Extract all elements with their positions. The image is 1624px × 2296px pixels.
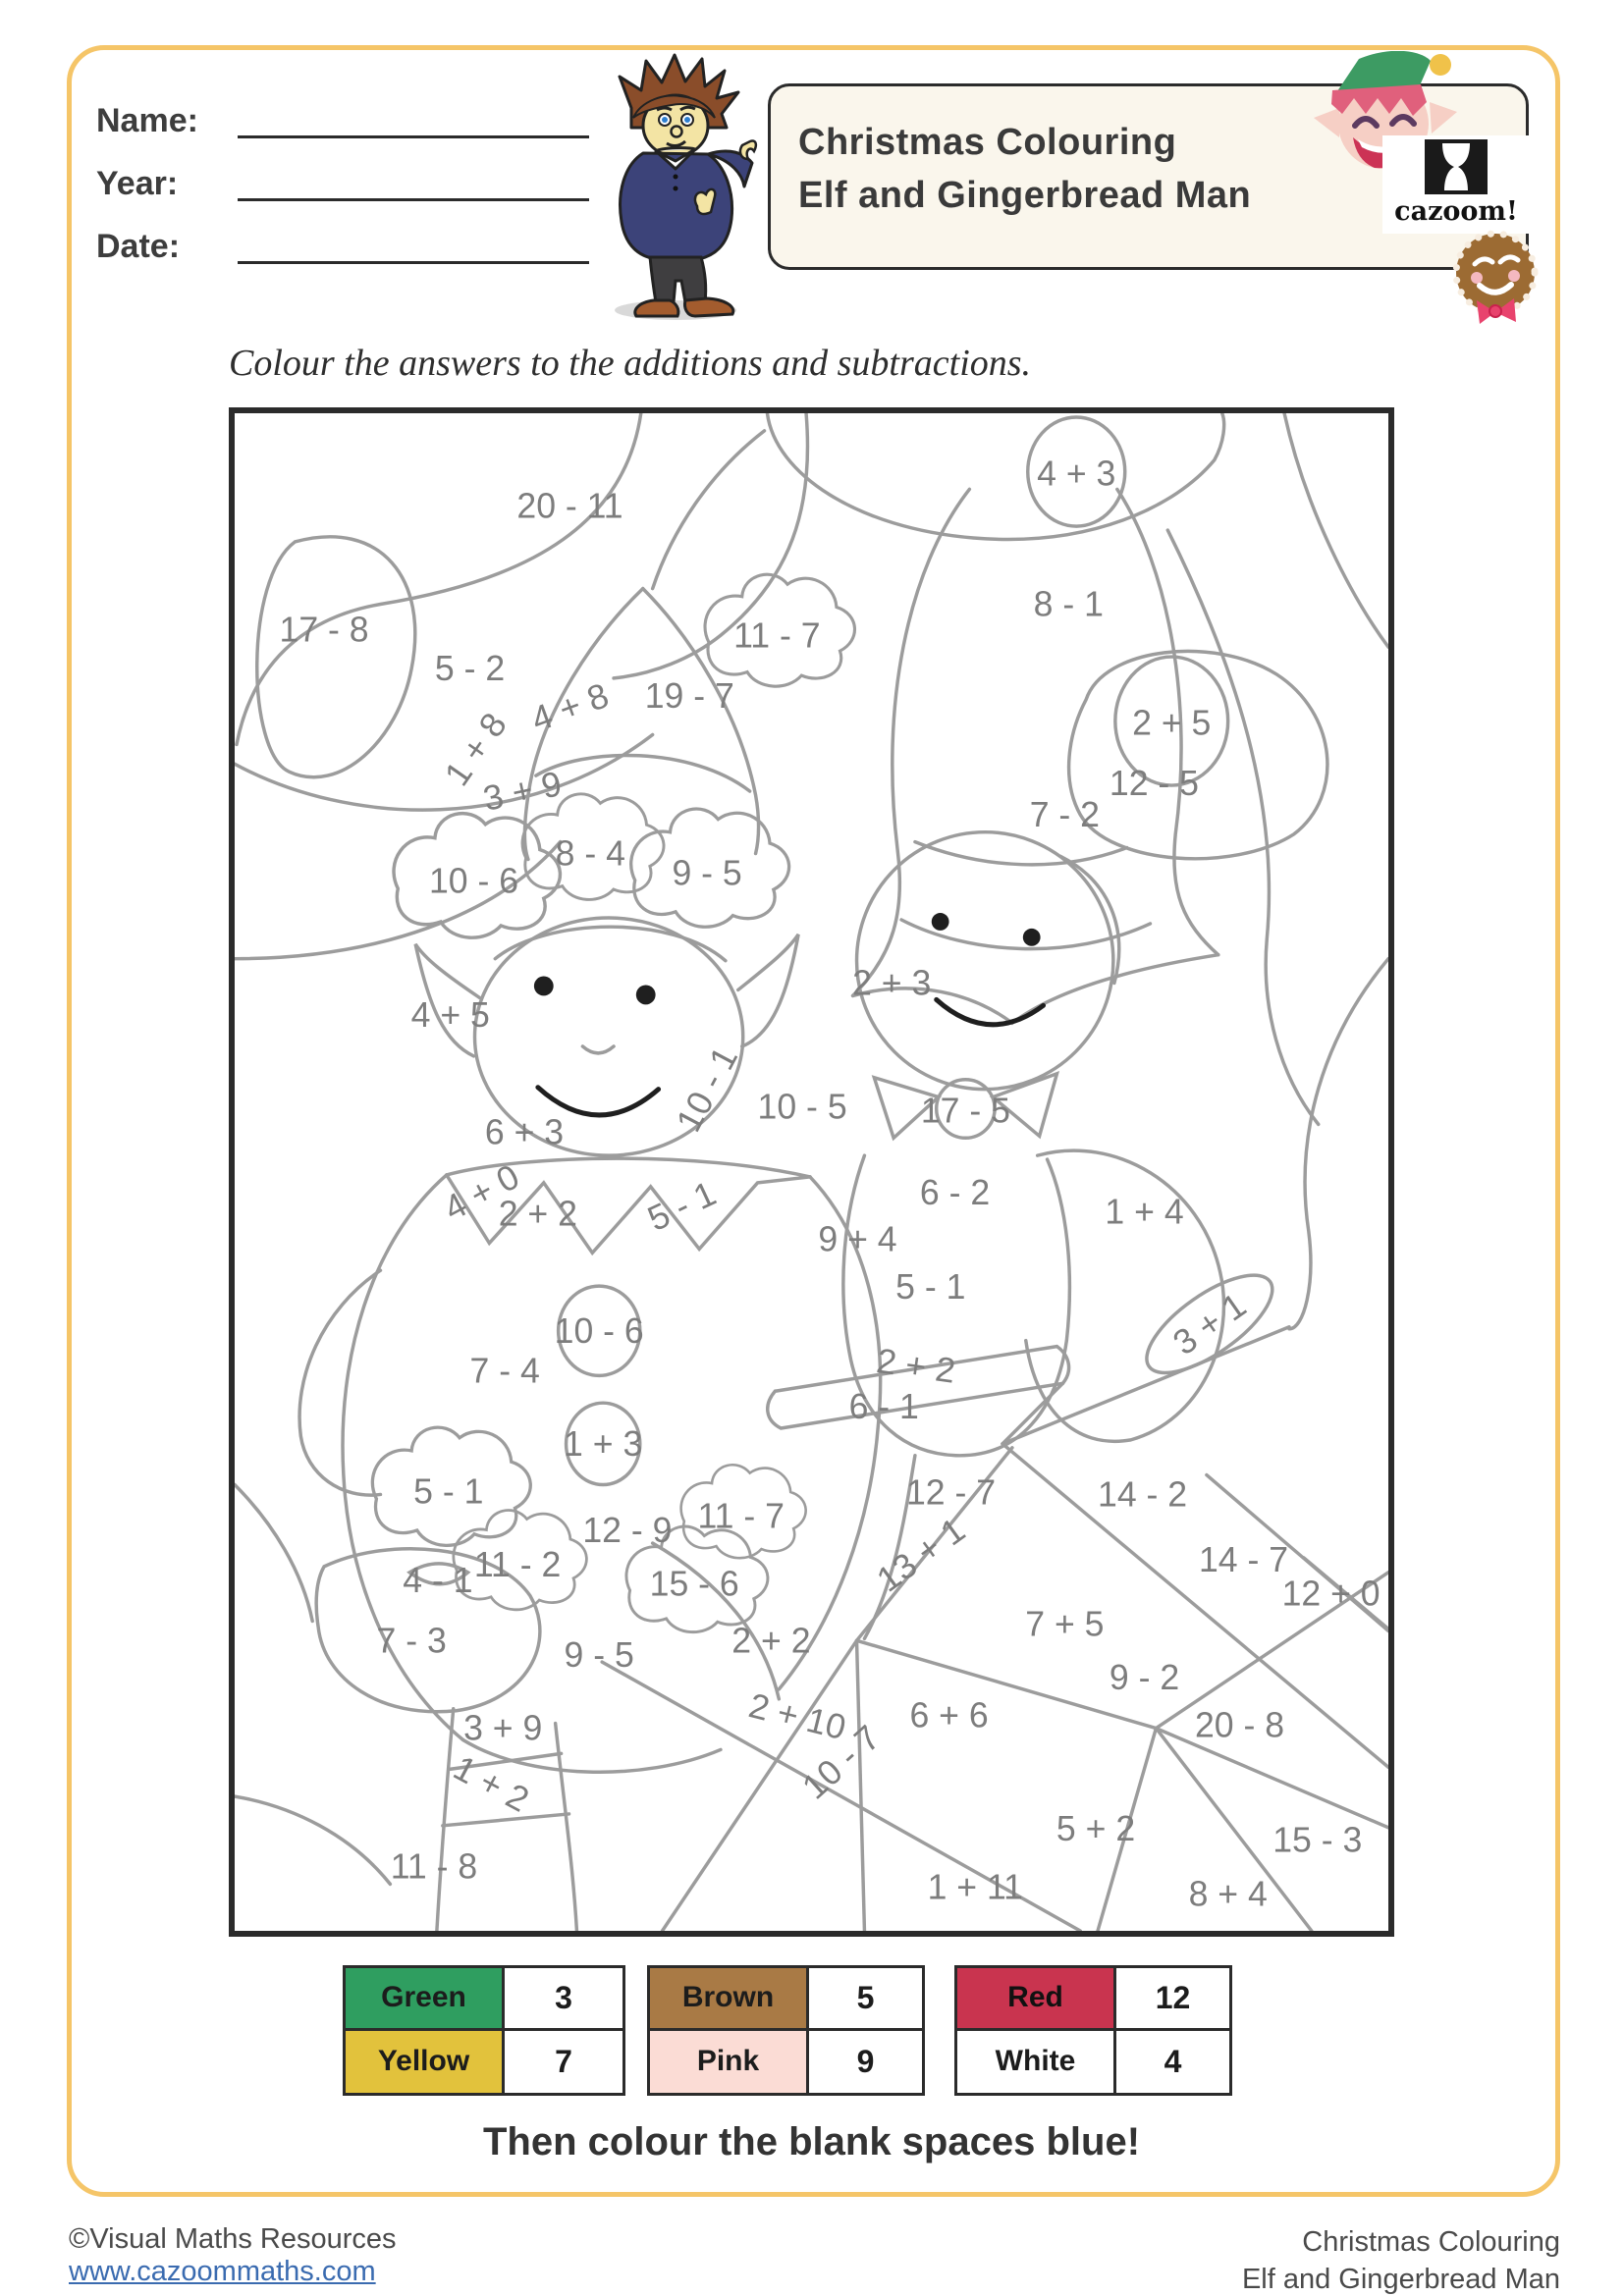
name-input-line[interactable] <box>238 135 589 138</box>
key-color-red: Red <box>957 1968 1116 2028</box>
math-expression: 4 + 3 <box>1037 454 1116 494</box>
worksheet-subtitle: Elf and Gingerbread Man <box>798 175 1252 216</box>
key-row-green <box>346 1968 623 2031</box>
website-link[interactable]: www.cazoommaths.com <box>69 2256 376 2287</box>
math-expression: 7 - 2 <box>1029 794 1101 834</box>
math-expression: 7 - 3 <box>376 1621 447 1661</box>
math-expression: 1 + 3 <box>564 1423 643 1464</box>
math-expression: 13 + 1 <box>869 1510 973 1600</box>
math-expression: 3 + 9 <box>463 1708 543 1748</box>
math-expression: 8 - 4 <box>555 833 625 874</box>
math-expression: 9 + 4 <box>818 1219 897 1259</box>
boy-thumb-up <box>740 140 756 159</box>
math-expression: 9 - 5 <box>672 853 742 893</box>
copyright-text: ©Visual Maths Resources <box>69 2223 397 2255</box>
math-expression: 2 + 10 <box>744 1685 850 1748</box>
key-color-yellow: Yellow <box>346 2031 505 2094</box>
key-row-yellow <box>346 2031 623 2094</box>
math-expression: 10 - 6 <box>428 861 519 901</box>
math-expression: 6 + 3 <box>484 1112 565 1152</box>
math-expression: 1 + 2 <box>447 1747 536 1820</box>
math-expression: 6 - 2 <box>919 1172 991 1212</box>
key-value-green: 3 <box>505 1968 623 2028</box>
kite-line-art <box>602 1327 1388 1931</box>
math-expression: 5 - 1 <box>641 1173 723 1239</box>
math-expression: 8 + 4 <box>1188 1874 1268 1914</box>
math-expression: 10 - 6 <box>554 1310 644 1351</box>
math-expression: 2 + 3 <box>852 963 932 1003</box>
math-expression: 8 - 1 <box>1033 584 1104 624</box>
name-label: Name: <box>96 102 198 139</box>
cazoom-logo <box>1382 135 1530 234</box>
math-expression: 4 + 8 <box>525 675 615 740</box>
math-expression: 11 - 7 <box>733 615 821 656</box>
math-expression: 2 + 5 <box>1132 703 1212 743</box>
math-expression: 12 + 0 <box>1281 1574 1380 1614</box>
math-expression: 3 + 1 <box>1165 1285 1254 1363</box>
key-row-brown <box>650 1968 922 2031</box>
key-row-red <box>957 1968 1229 2031</box>
math-expression: 12 - 7 <box>906 1472 997 1513</box>
cartoon-boy-illustration <box>587 49 759 322</box>
math-expression: 5 - 1 <box>895 1267 966 1308</box>
year-label: Year: <box>96 165 179 202</box>
key-table-1 <box>343 1965 625 2096</box>
expression-labels <box>280 454 1380 1913</box>
year-input-line[interactable] <box>238 198 589 201</box>
date-field-row <box>96 228 180 266</box>
cazoom-drum-icon <box>1425 139 1488 194</box>
math-expression: 4 + 5 <box>410 995 490 1036</box>
key-value-red: 12 <box>1116 1968 1229 2028</box>
math-expression: 14 - 7 <box>1198 1539 1289 1579</box>
math-expression: 20 - 8 <box>1195 1705 1285 1745</box>
math-expression: 11 - 2 <box>473 1544 562 1584</box>
math-expression: 11 - 8 <box>390 1846 478 1887</box>
footer-title: Christmas Colouring <box>1302 2226 1560 2258</box>
math-expression: 10 - 5 <box>757 1087 847 1127</box>
math-expression: 3 + 9 <box>479 764 566 819</box>
math-expression: 12 - 5 <box>1109 764 1199 804</box>
key-table-3 <box>954 1965 1232 2096</box>
footer-subtitle: Elf and Gingerbread Man <box>1241 2264 1560 2295</box>
math-expression: 7 - 4 <box>469 1351 540 1391</box>
key-value-brown: 5 <box>809 1968 922 2028</box>
math-expression: 2 + 2 <box>731 1621 811 1661</box>
key-color-green: Green <box>346 1968 505 2028</box>
footer-left <box>69 2223 397 2288</box>
worksheet-title: Christmas Colouring <box>798 122 1177 163</box>
boy-sweater <box>621 151 752 259</box>
math-expression: 5 - 2 <box>434 648 506 689</box>
key-table-2 <box>647 1965 925 2096</box>
math-expression: 14 - 2 <box>1098 1474 1188 1515</box>
elf-ear-right-icon <box>1430 102 1457 133</box>
math-expression: 2 + 2 <box>874 1341 958 1391</box>
key-value-pink: 9 <box>809 2031 922 2094</box>
math-expression: 10 - 1 <box>669 1040 746 1139</box>
math-expression: 6 - 1 <box>848 1387 919 1427</box>
elf-pompom-icon <box>1430 54 1451 76</box>
cazoom-wordmark: cazoom! <box>1394 196 1518 227</box>
math-expression: 5 - 1 <box>413 1471 484 1512</box>
elf-ear-left-icon <box>1314 108 1339 137</box>
date-label: Date: <box>96 228 181 265</box>
math-expression: 5 + 2 <box>1056 1808 1136 1848</box>
math-expression: 17 - 8 <box>279 610 369 650</box>
key-color-white: White <box>957 2031 1116 2094</box>
math-expression: 1 + 11 <box>927 1867 1023 1907</box>
instruction-text: Colour the answers to the additions and subtractions. <box>229 343 1032 384</box>
math-expression: 12 - 9 <box>582 1511 673 1551</box>
math-expression: 6 + 6 <box>909 1695 989 1735</box>
math-expression: 7 + 5 <box>1025 1604 1105 1644</box>
key-row-pink <box>650 2031 922 2094</box>
boy-trousers <box>650 257 706 302</box>
name-field-row <box>96 102 198 140</box>
math-expression: 17 - 5 <box>920 1091 1010 1131</box>
math-expression: 4 - 1 <box>403 1560 473 1600</box>
math-expression: 20 - 11 <box>516 486 623 526</box>
colouring-line-art[interactable] <box>235 413 1388 1931</box>
math-expression: 1 + 8 <box>437 705 514 793</box>
boy-shoe-left <box>635 300 678 316</box>
gingerbread-icon <box>1446 226 1544 332</box>
math-expression: 9 - 2 <box>1109 1657 1180 1698</box>
key-value-white: 4 <box>1116 2031 1229 2094</box>
boy-shoe-right <box>684 298 732 316</box>
key-color-pink: Pink <box>650 2031 809 2094</box>
math-expression: 15 - 3 <box>1272 1820 1363 1860</box>
key-row-white <box>957 2031 1229 2094</box>
year-field-row <box>96 165 178 203</box>
math-expression: 2 + 2 <box>498 1194 577 1234</box>
blue-instruction: Then colour the blank spaces blue! <box>482 2120 1141 2163</box>
math-expression: 10 - 7 <box>794 1717 888 1807</box>
footer-right <box>1242 2223 1560 2296</box>
math-expression: 15 - 6 <box>649 1564 739 1604</box>
math-expression: 9 - 5 <box>564 1635 634 1676</box>
key-value-yellow: 7 <box>505 2031 623 2094</box>
math-expression: 1 + 4 <box>1105 1192 1184 1232</box>
colouring-picture-frame <box>229 407 1394 1937</box>
math-expression: 4 + 0 <box>437 1156 526 1229</box>
key-color-brown: Brown <box>650 1968 809 2028</box>
date-input-line[interactable] <box>238 261 589 264</box>
math-expression: 19 - 7 <box>644 675 734 716</box>
math-expression: 11 - 7 <box>697 1496 785 1536</box>
